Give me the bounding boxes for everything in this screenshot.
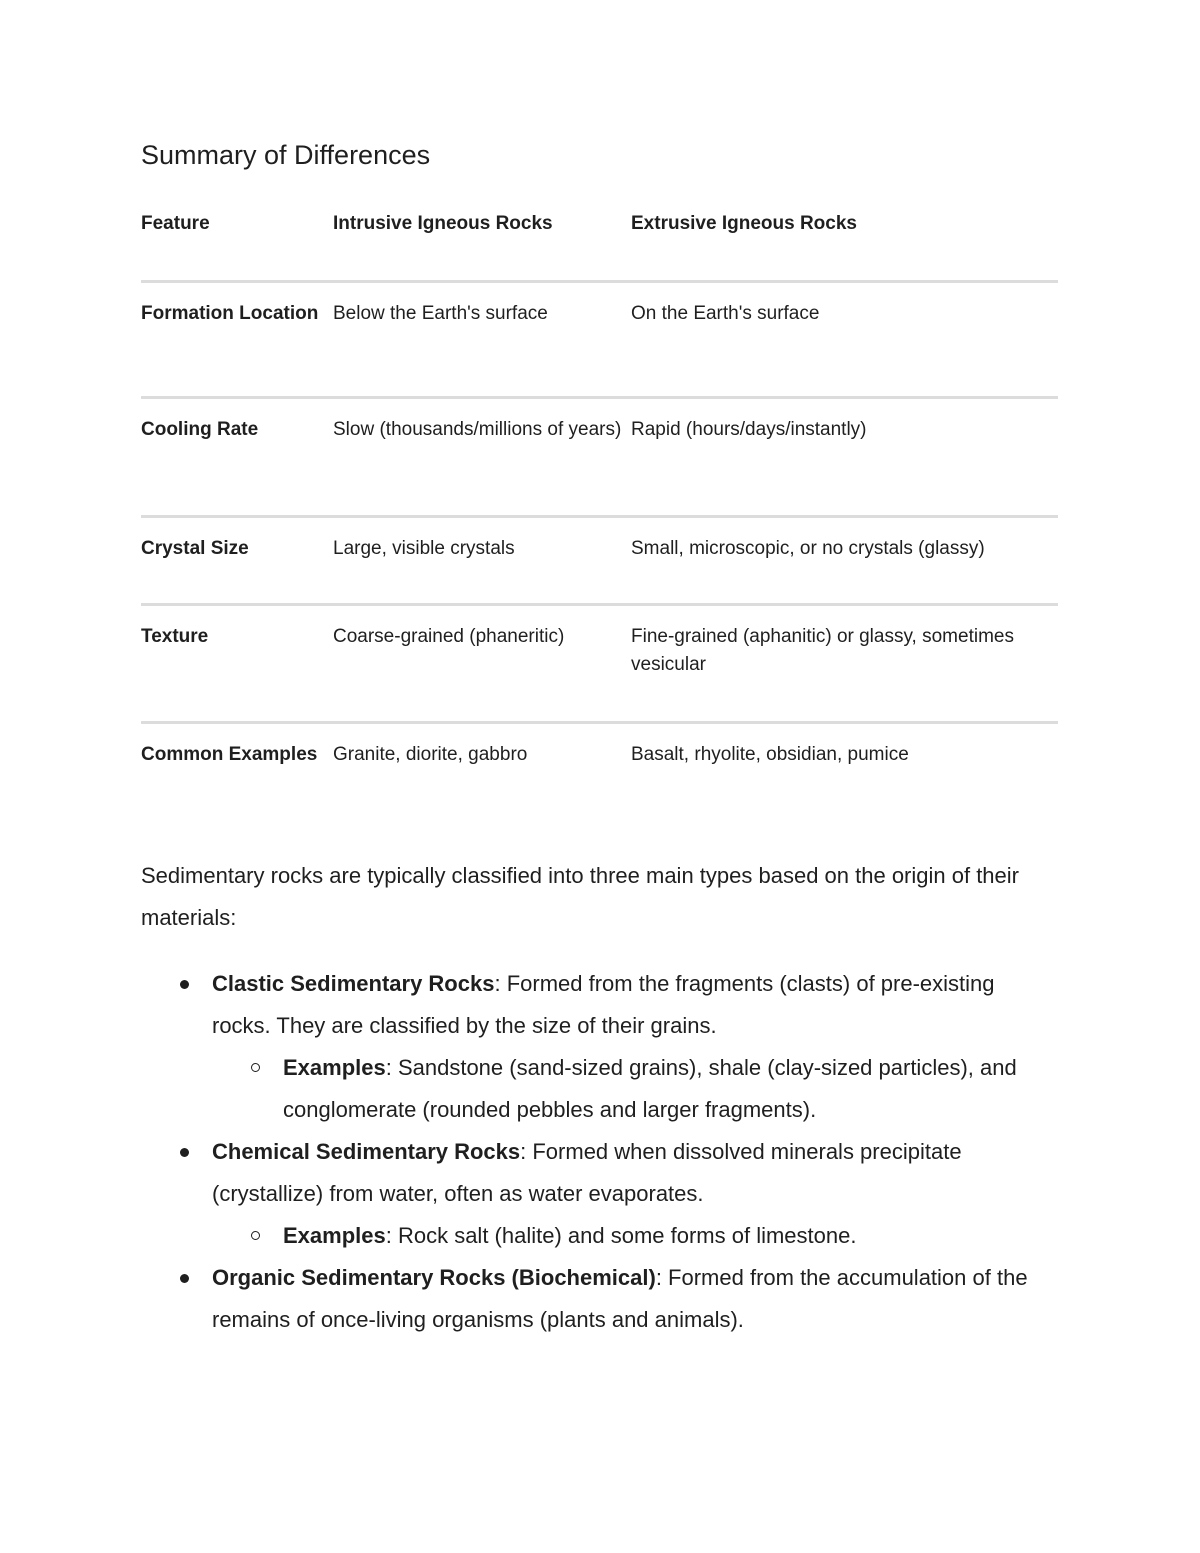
table-cell: Slow (thousands/millions of years) — [333, 419, 622, 440]
differences-table — [141, 210, 1058, 821]
list-item-clastic — [141, 963, 1058, 1131]
sub-list-item-text: : Sandstone (sand-sized grains), shale (clay-sized particles), and conglomerate (rounded pebbles and larger fragments). — [283, 1055, 1017, 1122]
table-cell: Fine-grained (aphanitic) or glassy, sometimes vesicular — [631, 626, 1014, 675]
list-item-chemical — [141, 1131, 1058, 1257]
column-header-extrusive: Extrusive Igneous Rocks — [631, 213, 857, 234]
list-item-text: : Formed from the accumulation of the remains of once-living organisms (plants and animals). — [212, 1265, 1028, 1332]
list-item-text: : Formed when dissolved minerals precipitate (crystallize) from water, often as water evaporates. — [212, 1139, 962, 1206]
table-header-row — [141, 210, 1058, 282]
table-row — [141, 282, 1058, 398]
list-item-term: Chemical Sedimentary Rocks — [212, 1139, 521, 1164]
table-cell: Large, visible crystals — [333, 538, 515, 559]
column-header-intrusive: Intrusive Igneous Rocks — [333, 213, 553, 234]
table-cell: Rapid (hours/days/instantly) — [631, 419, 867, 440]
table-row — [141, 723, 1058, 822]
table-cell: Small, microscopic, or no crystals (glassy) — [631, 538, 985, 559]
sedimentary-types-list — [141, 963, 1058, 1341]
row-label-texture: Texture — [141, 626, 209, 647]
row-label-formation-location: Formation Location — [141, 303, 319, 324]
sub-list — [212, 1047, 1058, 1131]
list-item-term: Organic Sedimentary Rocks (Biochemical) — [212, 1265, 656, 1290]
bullet-icon — [180, 1274, 189, 1283]
list-item-organic — [141, 1257, 1058, 1341]
column-header-feature: Feature — [141, 213, 210, 234]
row-label-common-examples: Common Examples — [141, 744, 318, 765]
bullet-icon — [180, 1148, 189, 1157]
bullet-icon — [180, 980, 189, 989]
sub-list-item-term: Examples — [283, 1055, 386, 1080]
table-cell: On the Earth's surface — [631, 303, 820, 324]
hollow-bullet-icon — [251, 1231, 260, 1240]
list-item-text: : Formed from the fragments (clasts) of pre-existing rocks. They are classified by the size of their grains. — [212, 971, 995, 1038]
table-row — [141, 605, 1058, 723]
sub-list-item-text: : Rock salt (halite) and some forms of limestone. — [385, 1223, 857, 1248]
table-cell: Coarse-grained (phaneritic) — [333, 626, 565, 647]
table-cell: Basalt, rhyolite, obsidian, pumice — [631, 744, 909, 765]
row-label-cooling-rate: Cooling Rate — [141, 419, 259, 440]
sub-list-item — [212, 1047, 1058, 1131]
sub-list-item-term: Examples — [283, 1223, 386, 1248]
table-cell: Granite, diorite, gabbro — [333, 744, 528, 765]
table-row — [141, 517, 1058, 605]
intro-paragraph: Sedimentary rocks are typically classified into three main types based on the origin of their materials: — [141, 863, 1019, 930]
section-heading: Summary of Differences — [141, 140, 431, 170]
table-cell: Below the Earth's surface — [333, 303, 548, 324]
hollow-bullet-icon — [251, 1063, 260, 1072]
sub-list-item — [212, 1215, 1058, 1257]
table-row — [141, 398, 1058, 517]
sub-list — [212, 1215, 1058, 1257]
list-item-term: Clastic Sedimentary Rocks — [212, 971, 495, 996]
row-label-crystal-size: Crystal Size — [141, 538, 249, 559]
